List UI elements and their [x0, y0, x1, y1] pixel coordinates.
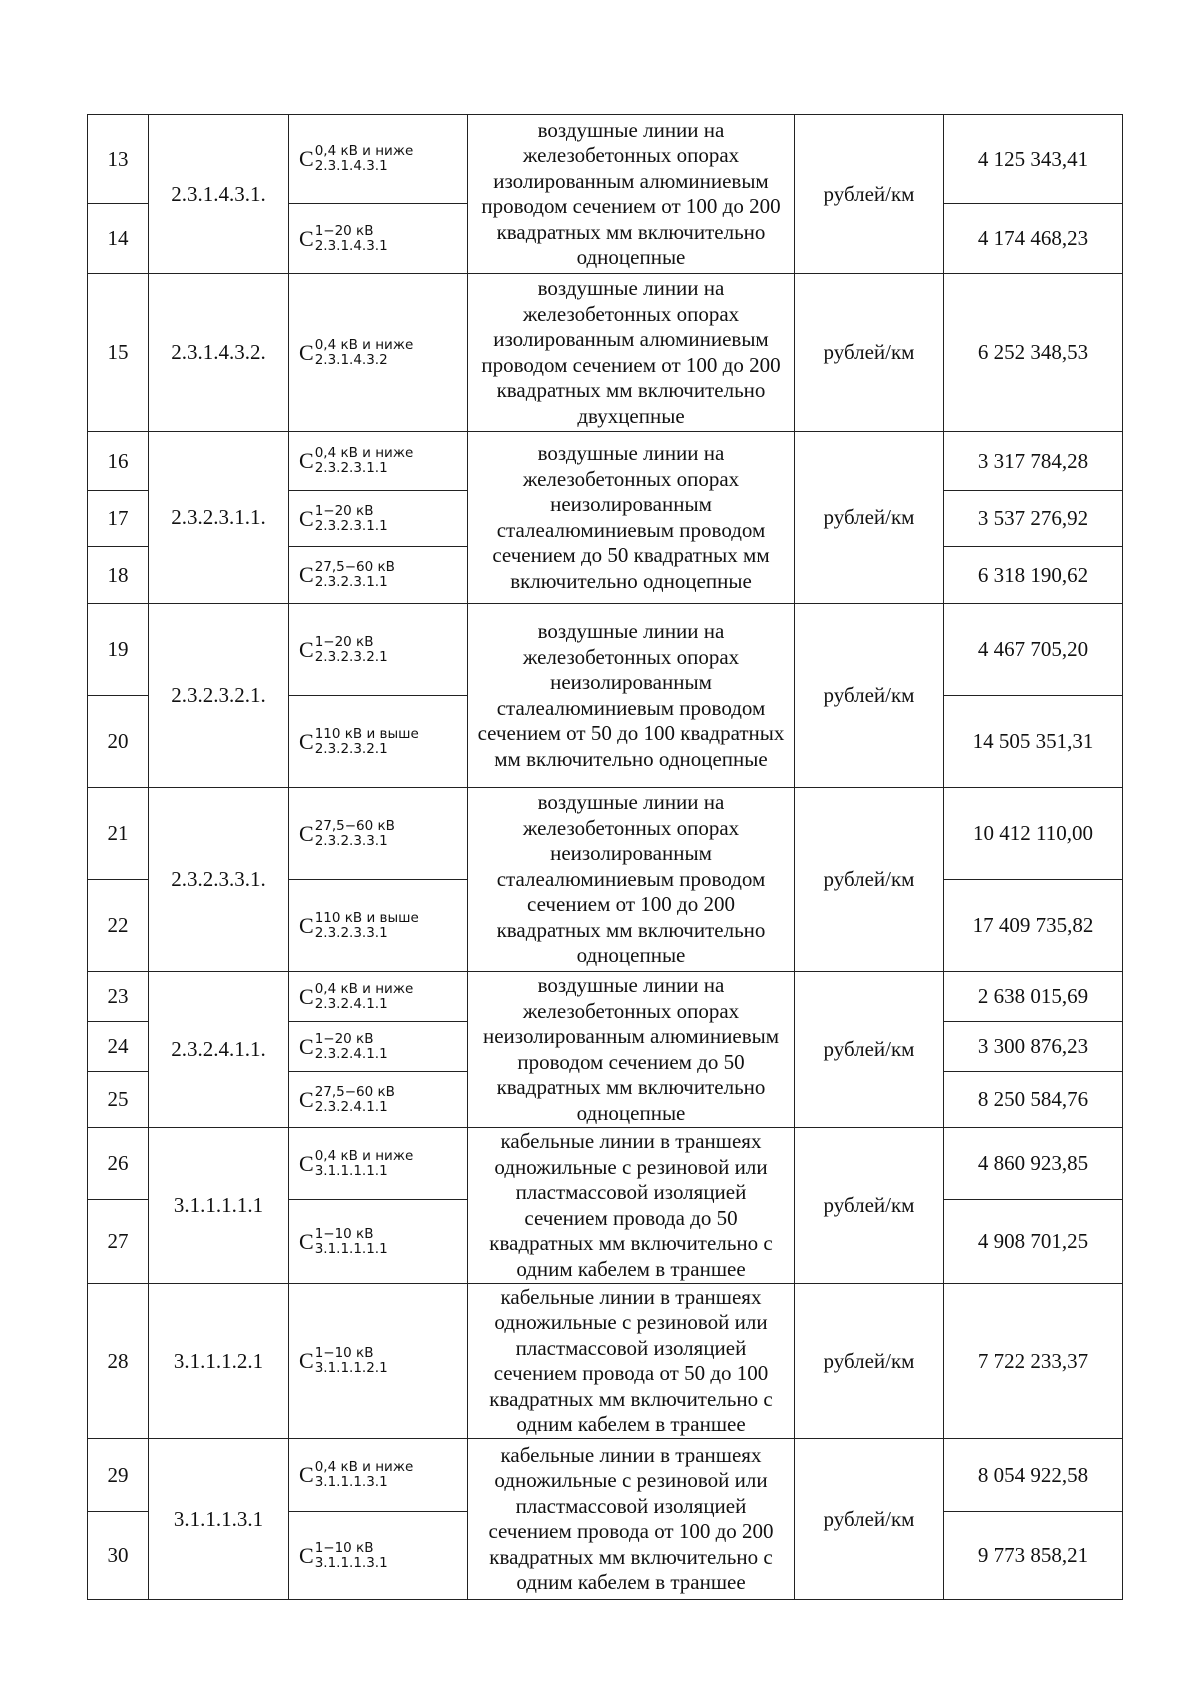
symbol-subscript: 2.3.2.3.1.1 — [314, 460, 388, 476]
symbol-superscript: 1−20 кВ — [314, 222, 374, 239]
symbol-subscript: 2.3.2.3.3.1 — [314, 832, 388, 849]
row-number: 14 — [88, 204, 149, 274]
rate-value: 3 317 784,28 — [944, 432, 1123, 491]
symbol-subscript: 2.3.2.4.1.1 — [314, 1098, 388, 1115]
symbol-letter: C — [299, 912, 314, 938]
rate-value: 9 773 858,21 — [944, 1512, 1123, 1600]
symbol-superscript: 1−10 кВ — [314, 1539, 374, 1556]
rate-value: 4 125 343,41 — [944, 115, 1123, 204]
unit: рублей/км — [795, 115, 944, 274]
symbol-letter: C — [299, 562, 314, 587]
rate-symbol — [289, 972, 468, 1022]
rate-symbol — [289, 1022, 468, 1072]
unit: рублей/км — [795, 604, 944, 788]
line-description: воздушные линии на железобетонных опорах изолированным алюминиевым проводом сечением от 100 до 200 квадратных мм включительно двухцепные — [468, 274, 795, 432]
item-code: 2.3.2.3.2.1. — [149, 604, 289, 788]
symbol-subscript: 2.3.2.3.2.1 — [314, 740, 388, 757]
symbol-superscript: 1−20 кВ — [314, 633, 374, 650]
line-description: кабельные линии в траншеях одножильные с резиновой или пластмассовой изоляцией сечением провода до 50 квадратных мм включительно с одним кабелем в траншее — [468, 1128, 795, 1284]
row-number: 15 — [88, 274, 149, 432]
row-number: 17 — [88, 491, 149, 547]
symbol-letter: C — [299, 146, 314, 171]
table-row — [88, 972, 1123, 1022]
symbol-letter: C — [299, 1228, 314, 1254]
rate-symbol — [289, 788, 468, 880]
unit: рублей/км — [795, 1128, 944, 1284]
rate-symbol — [289, 604, 468, 696]
rate-symbol — [289, 1200, 468, 1284]
rates-table — [87, 114, 1123, 1600]
row-number: 20 — [88, 696, 149, 788]
symbol-letter: C — [299, 1542, 314, 1568]
item-code: 3.1.1.1.1.1 — [149, 1128, 289, 1284]
row-number: 30 — [88, 1512, 149, 1600]
rate-value: 8 250 584,76 — [944, 1072, 1123, 1128]
symbol-subscript: 2.3.2.3.1.1 — [314, 574, 388, 590]
rate-symbol — [289, 1128, 468, 1200]
line-description: кабельные линии в траншеях одножильные с резиновой или пластмассовой изоляцией сечением провода от 50 до 100 квадратных мм включительно с одним кабелем в траншее — [468, 1284, 795, 1439]
symbol-subscript: 2.3.2.3.1.1 — [314, 517, 388, 534]
table-row — [88, 1439, 1123, 1512]
rate-symbol — [289, 880, 468, 972]
symbol-letter: C — [299, 1462, 314, 1487]
rate-symbol — [289, 432, 468, 491]
row-number: 27 — [88, 1200, 149, 1284]
rate-value: 4 467 705,20 — [944, 604, 1123, 696]
line-description: воздушные линии на железобетонных опорах изолированным алюминиевым проводом сечением от 100 до 200 квадратных мм включительно одноцепные — [468, 115, 795, 274]
symbol-superscript: 1−10 кВ — [314, 1225, 374, 1242]
row-number: 21 — [88, 788, 149, 880]
unit: рублей/км — [795, 432, 944, 604]
symbol-letter: C — [299, 1033, 314, 1059]
symbol-subscript: 3.1.1.1.3.1 — [314, 1474, 388, 1490]
symbol-superscript: 27,5−60 кВ — [314, 1083, 395, 1100]
item-code: 2.3.2.4.1.1. — [149, 972, 289, 1128]
rate-symbol — [289, 274, 468, 432]
symbol-letter: C — [299, 1348, 314, 1373]
symbol-letter: C — [299, 983, 314, 1009]
table-row — [88, 604, 1123, 696]
symbol-superscript: 110 кВ и выше — [314, 725, 419, 742]
symbol-superscript: 110 кВ и выше — [314, 909, 419, 926]
line-description: кабельные линии в траншеях одножильные с резиновой или пластмассовой изоляцией сечением провода от 100 до 200 квадратных мм включительно с одним кабелем в траншее — [468, 1439, 795, 1600]
rate-value: 4 174 468,23 — [944, 204, 1123, 274]
item-code: 3.1.1.1.3.1 — [149, 1439, 289, 1600]
symbol-subscript: 2.3.2.4.1.1 — [314, 995, 388, 1012]
rate-value: 4 908 701,25 — [944, 1200, 1123, 1284]
rate-value: 7 722 233,37 — [944, 1284, 1123, 1439]
rate-value: 6 318 190,62 — [944, 547, 1123, 604]
symbol-superscript: 1−20 кВ — [314, 1030, 374, 1047]
rate-symbol — [289, 696, 468, 788]
line-description: воздушные линии на железобетонных опорах неизолированным сталеалюминиевым проводом сечением от 100 до 200 квадратных мм включительно одноцепные — [468, 788, 795, 972]
row-number: 26 — [88, 1128, 149, 1200]
symbol-subscript: 2.3.2.4.1.1 — [314, 1045, 388, 1062]
symbol-superscript: 0,4 кВ и ниже — [314, 1147, 414, 1164]
unit: рублей/км — [795, 788, 944, 972]
symbol-letter: C — [299, 1086, 314, 1112]
rate-symbol — [289, 491, 468, 547]
rate-symbol — [289, 1072, 468, 1128]
symbol-letter: C — [299, 1150, 314, 1176]
row-number: 22 — [88, 880, 149, 972]
symbol-subscript: 2.3.2.3.2.1 — [314, 648, 388, 665]
item-code: 2.3.1.4.3.1. — [149, 115, 289, 274]
row-number: 23 — [88, 972, 149, 1022]
row-number: 19 — [88, 604, 149, 696]
symbol-subscript: 3.1.1.1.1.1 — [314, 1162, 388, 1179]
symbol-superscript: 1−10 кВ — [314, 1345, 374, 1361]
rate-value: 10 412 110,00 — [944, 788, 1123, 880]
unit: рублей/км — [795, 972, 944, 1128]
rate-value: 3 537 276,92 — [944, 491, 1123, 547]
rate-value: 3 300 876,23 — [944, 1022, 1123, 1072]
symbol-subscript: 2.3.1.4.3.1 — [314, 237, 388, 254]
table-body — [88, 115, 1123, 1600]
rate-symbol — [289, 204, 468, 274]
symbol-letter: C — [299, 448, 314, 473]
item-code: 2.3.1.4.3.2. — [149, 274, 289, 432]
symbol-superscript: 0,4 кВ и ниже — [314, 143, 414, 159]
table-row — [88, 788, 1123, 880]
symbol-letter: C — [299, 820, 314, 846]
symbol-superscript: 1−20 кВ — [314, 502, 374, 519]
rate-value: 2 638 015,69 — [944, 972, 1123, 1022]
symbol-subscript: 3.1.1.1.2.1 — [314, 1360, 388, 1376]
table-row — [88, 115, 1123, 204]
unit: рублей/км — [795, 1439, 944, 1600]
symbol-letter: C — [299, 225, 314, 251]
symbol-subscript: 2.3.1.4.3.2 — [314, 351, 388, 368]
rate-symbol — [289, 1512, 468, 1600]
symbol-letter: C — [299, 505, 314, 531]
symbol-letter: C — [299, 728, 314, 754]
row-number: 29 — [88, 1439, 149, 1512]
item-code: 3.1.1.1.2.1 — [149, 1284, 289, 1439]
symbol-superscript: 27,5−60 кВ — [314, 817, 395, 834]
line-description: воздушные линии на железобетонных опорах неизолированным сталеалюминиевым проводом сечением до 50 квадратных мм включительно одноцепные — [468, 432, 795, 604]
table-row — [88, 274, 1123, 432]
symbol-subscript: 2.3.2.3.3.1 — [314, 924, 388, 941]
row-number: 24 — [88, 1022, 149, 1072]
line-description: воздушные линии на железобетонных опорах неизолированным сталеалюминиевым проводом сечением от 50 до 100 квадратных мм включительно одноцепные — [468, 604, 795, 788]
rate-symbol — [289, 547, 468, 604]
symbol-letter: C — [299, 636, 314, 662]
symbol-superscript: 0,4 кВ и ниже — [314, 1459, 414, 1475]
symbol-superscript: 0,4 кВ и ниже — [314, 445, 414, 461]
row-number: 13 — [88, 115, 149, 204]
unit: рублей/км — [795, 1284, 944, 1439]
row-number: 18 — [88, 547, 149, 604]
rate-symbol — [289, 1439, 468, 1512]
symbol-superscript: 0,4 кВ и ниже — [314, 336, 414, 353]
line-description: воздушные линии на железобетонных опорах неизолированным алюминиевым проводом сечением до 50 квадратных мм включительно одноцепные — [468, 972, 795, 1128]
item-code: 2.3.2.3.1.1. — [149, 432, 289, 604]
rate-value: 17 409 735,82 — [944, 880, 1123, 972]
symbol-subscript: 2.3.1.4.3.1 — [314, 158, 388, 174]
row-number: 16 — [88, 432, 149, 491]
rate-value: 8 054 922,58 — [944, 1439, 1123, 1512]
rate-value: 14 505 351,31 — [944, 696, 1123, 788]
rate-value: 4 860 923,85 — [944, 1128, 1123, 1200]
row-number: 28 — [88, 1284, 149, 1439]
table-row — [88, 1284, 1123, 1439]
unit: рублей/км — [795, 274, 944, 432]
symbol-subscript: 3.1.1.1.3.1 — [314, 1554, 388, 1571]
symbol-subscript: 3.1.1.1.1.1 — [314, 1240, 388, 1257]
rate-symbol — [289, 115, 468, 204]
symbol-letter: C — [299, 339, 314, 365]
table-row — [88, 1128, 1123, 1200]
rate-symbol — [289, 1284, 468, 1439]
symbol-superscript: 0,4 кВ и ниже — [314, 980, 414, 997]
symbol-superscript: 27,5−60 кВ — [314, 559, 395, 575]
table-row — [88, 432, 1123, 491]
row-number: 25 — [88, 1072, 149, 1128]
rate-value: 6 252 348,53 — [944, 274, 1123, 432]
item-code: 2.3.2.3.3.1. — [149, 788, 289, 972]
